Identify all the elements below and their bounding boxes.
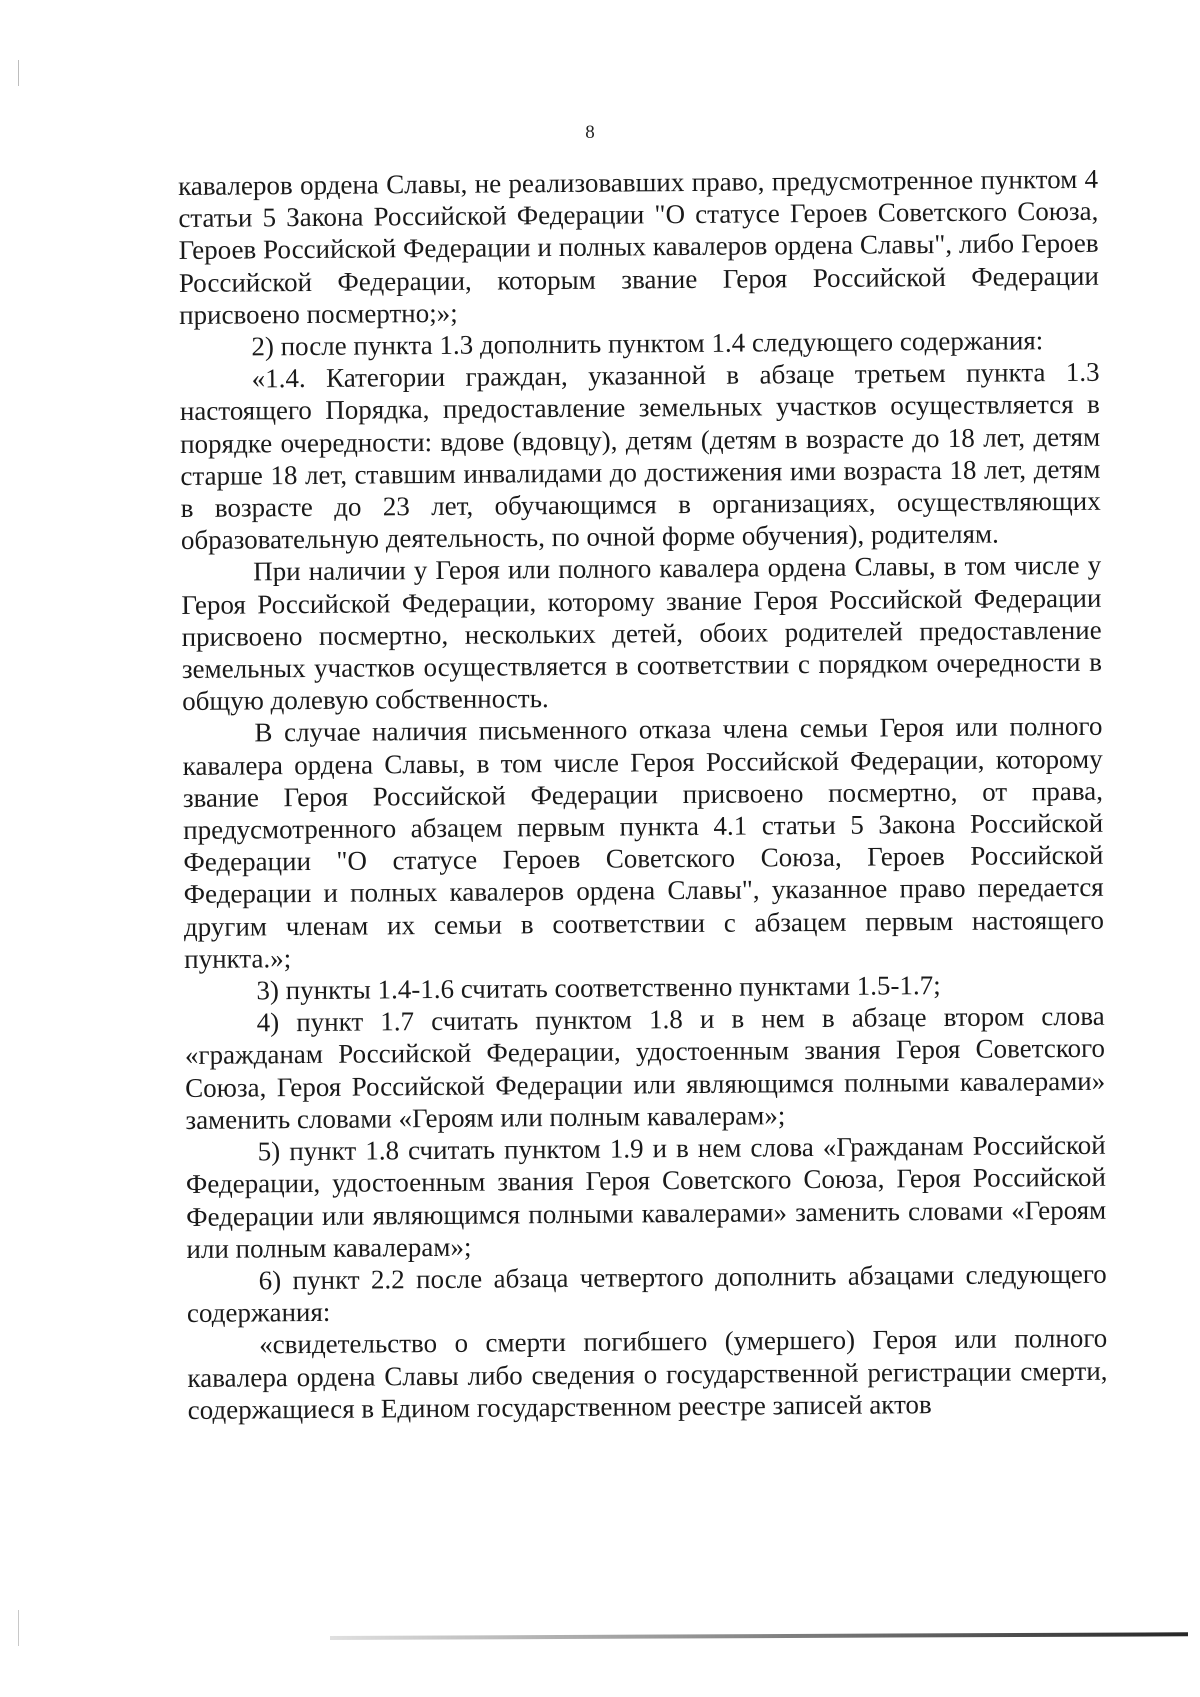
paragraph-continuation: кавалеров ордена Славы, не реализовавших право, предусмотренное пунктом 4 статьи 5 Закона Российской Федерации "О статусе Героев Советского Союза, Героев Российской Федерации и полных кавалеров ордена Славы", либо Героев Российской Федерации, которым звание Героя Российской Федерации присвоено посмертно;»; [178,163,1099,330]
document-body [178,163,1108,1426]
scan-edge-mark-bottom [18,1610,19,1646]
paragraph-item-1-4-text: «1.4. Категории граждан, указанной в абзаце третьем пункта 1.3 настоящего Порядка, предоставление земельных участков осуществляется в порядке очередности: вдове (вдовцу), детям (детям в возрасте до 18 лет, детям старше 18 лет, ставшим инвалидами до достижения ими возраста 18 лет, детям в возрасте до 23 лет, обучающимся в организациях, осуществляющих образовательную деятельность, по очной форме обучения), родителям. [179,356,1101,556]
paragraph-death-certificate: «свидетельство о смерти погибшего (умершего) Героя или полного кавалера ордена Славы либо сведения о государственной регистрации смерти, содержащиеся в Едином государственном реестре записей актов [187,1323,1108,1425]
paragraph-item-4: 4) пункт 1.7 считать пунктом 1.8 и в нем в абзаце втором слова «гражданам Российской Федерации, удостоенным звания Героя Советского Союза, Героя Российской Федерации или являющимся полными кавалерами» заменить словами «Героям или полным кавалерам»; [184,1001,1106,1135]
paragraph-item-5: 5) пункт 1.8 считать пунктом 1.9 и в нем слова «Гражданам Российской Федерации, удостоенным звания Героя Советского Союза, Героя Российской Федерации или являющимся полными кавалерами» заменить словами «Героям или полным кавалерам»; [185,1129,1107,1264]
scan-edge-mark-top [18,60,19,86]
paragraph-item-6: 6) пункт 2.2 после абзаца четвертого дополнить абзацами следующего содержания: [186,1258,1107,1329]
scan-bottom-line [330,1632,1188,1640]
paragraph-written-refusal: В случае наличия письменного отказа члена семьи Героя или полного кавалера ордена Славы, в том числе Героя Российской Федерации, которому звание Героя Российской Федерации присвоено посмертно, от права, предусмотренного абзацем первым пункта 4.1 статьи 5 Закона Российской Федерации "О статусе Героев Советского Союза, Героев Российской Федерации и полных кавалеров ордена Славы", указанное право передается другим членам их семьи в соответствии с абзацем первым настоящего пункта.»; [182,711,1105,974]
paragraph-item-3: 3) пункты 1.4-1.6 считать соответственно пунктами 1.5-1.7; [256,970,941,1006]
paragraph-item-2: 2) после пункта 1.3 дополнить пунктом 1.4 следующего содержания: [251,325,1044,362]
paragraph-multiple-children: При наличии у Героя или полного кавалера ордена Славы, в том числе у Героя Российской Федерации, которому звание Героя Российской Федерации присвоено посмертно, нескольких детей, обоих родителей предоставление земельных участков осуществляется в соответствии с порядком очередности в общую долевую собственность. [181,550,1103,717]
page-number: 8 [585,122,595,143]
